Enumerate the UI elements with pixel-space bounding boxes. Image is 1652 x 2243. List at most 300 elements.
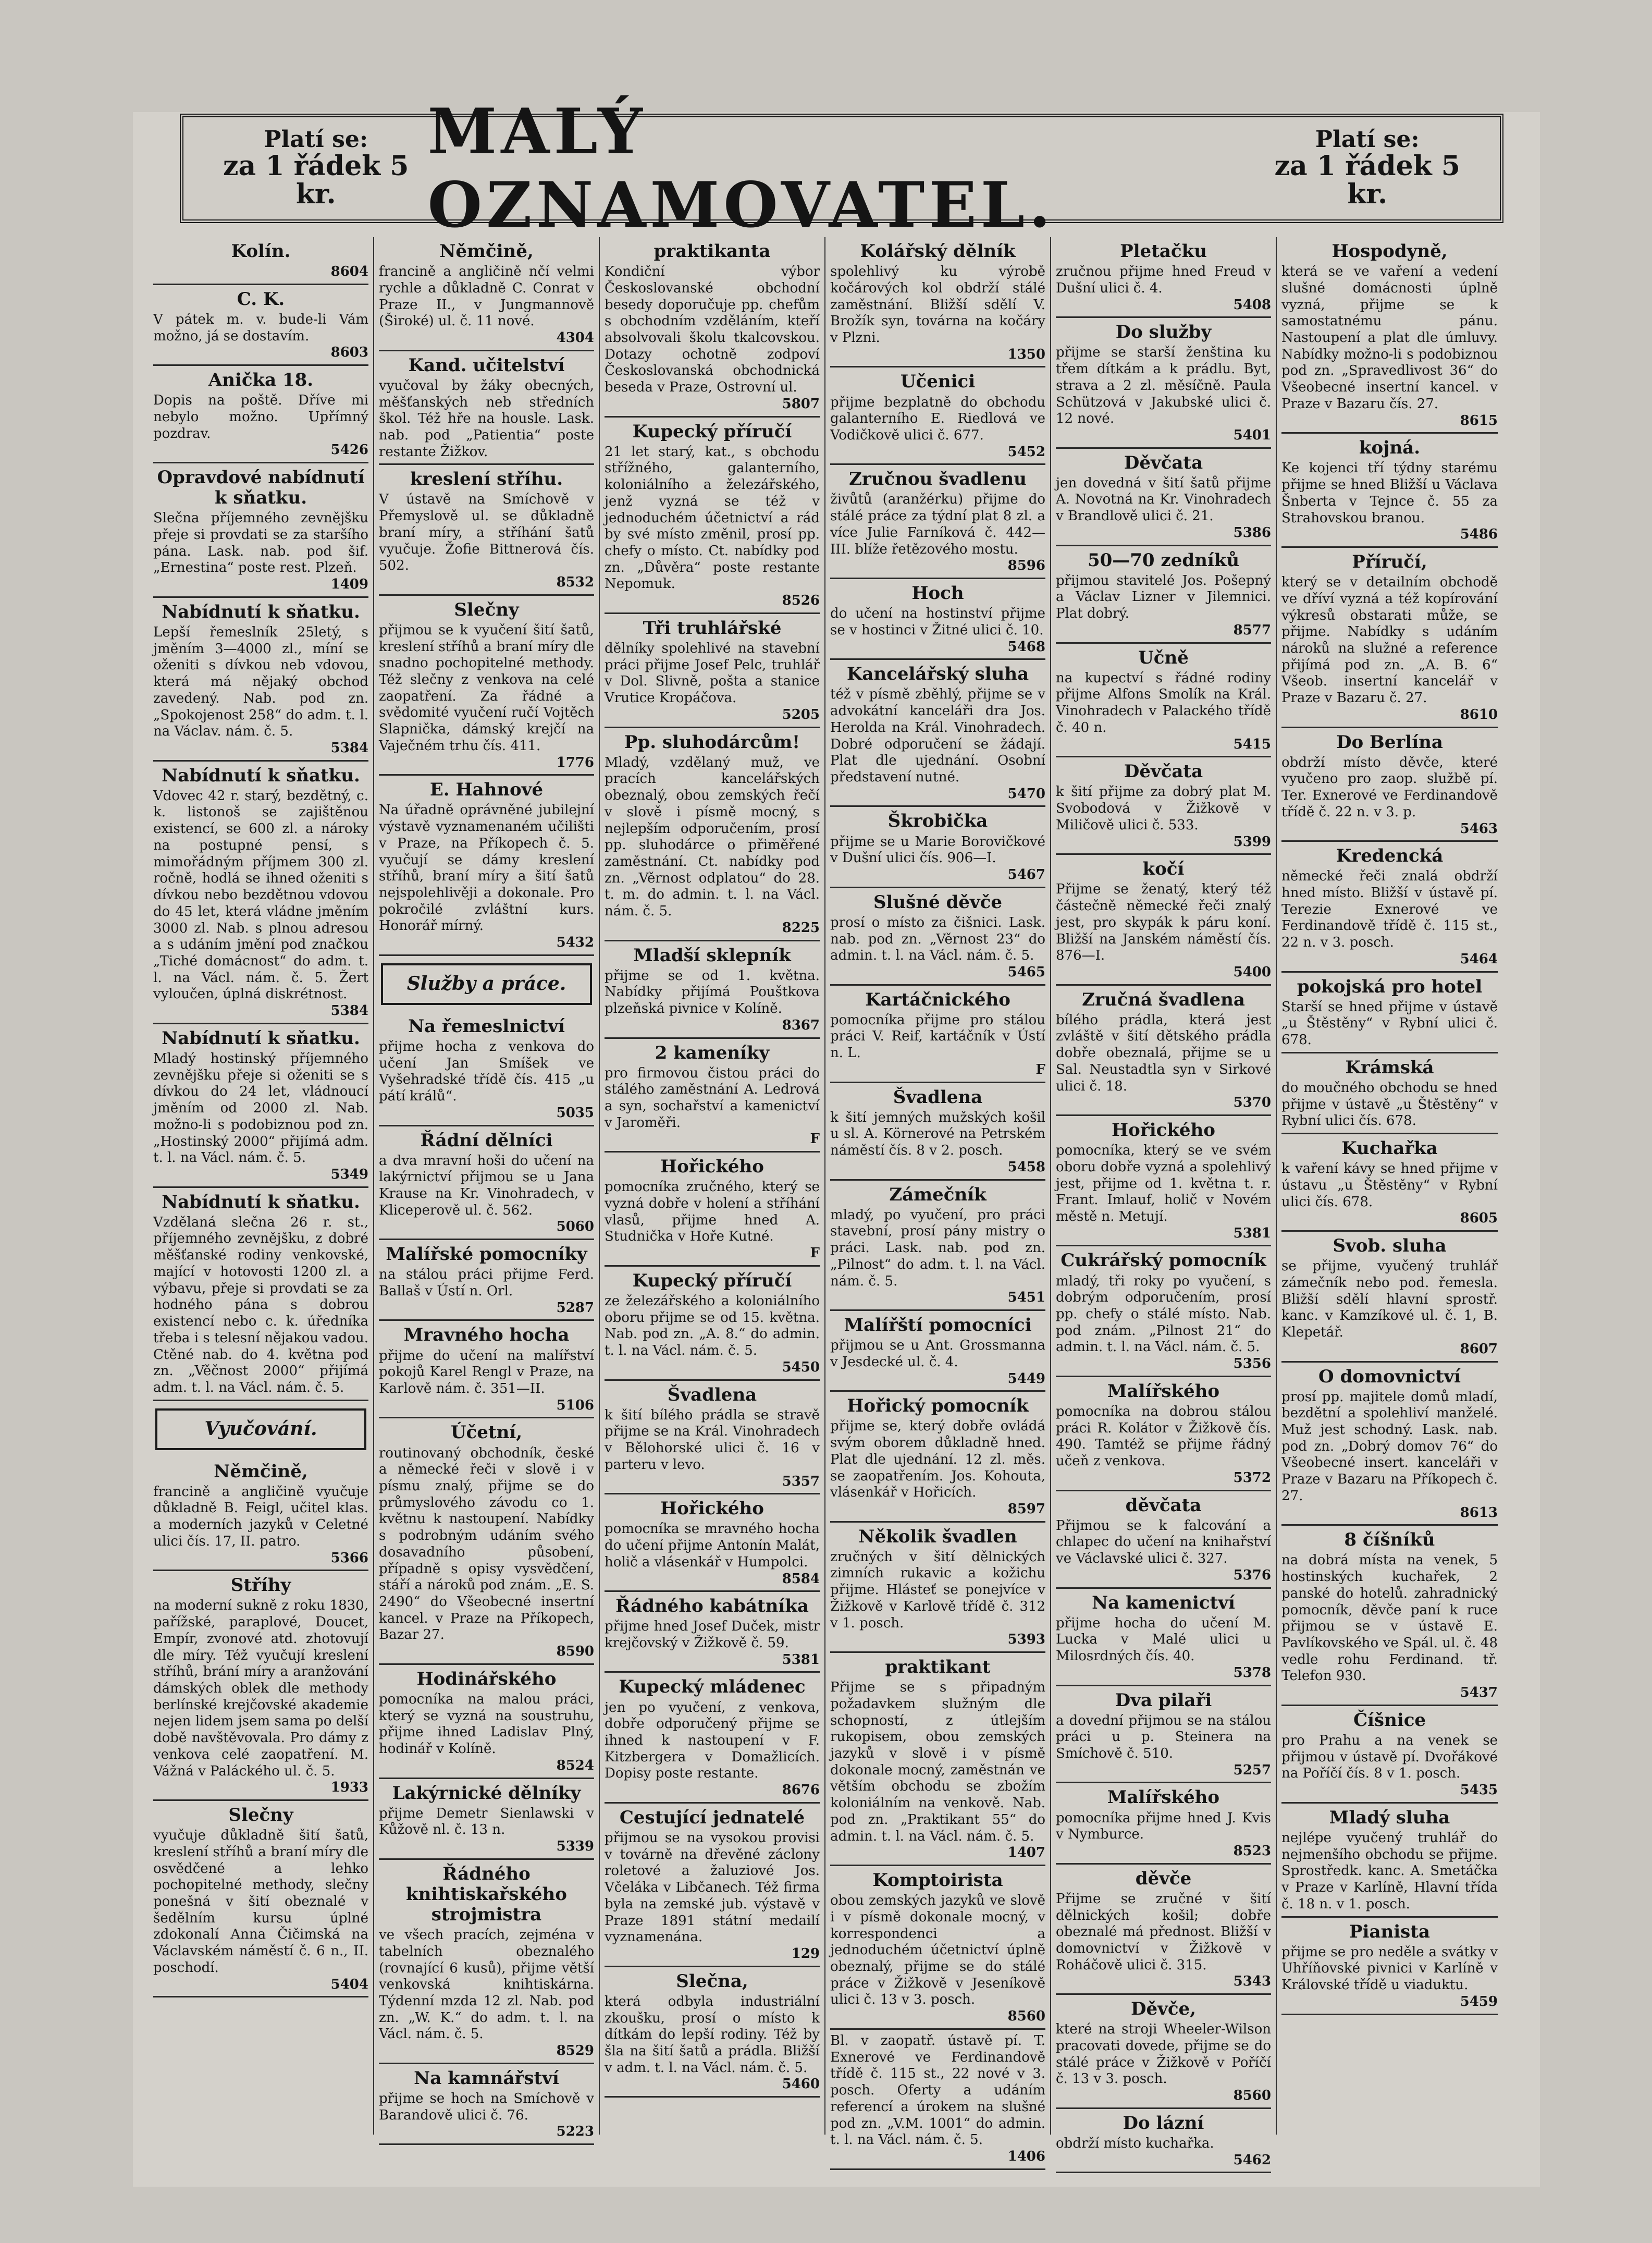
ad-text: k šití jemných mužských košil u sl. A. Körnerové na Petrském náměstí čís. 8 v 2. posch. [830, 1109, 1045, 1159]
ad-text: k vaření kávy se hned přijme v ústavu „u Štěstěny“ v Rybní ulici čís. 678. [1281, 1161, 1498, 1210]
ad-text: přijme se od 1. května. Nabídky přijímá Pouštkova plzeňská pivnice v Kolíně. [605, 967, 820, 1017]
ad-heading: C. K. [237, 288, 285, 310]
ad-text: pomocníka přijme pro stálou práci V. Reif, kartáčník v Ústí n. L. [830, 1012, 1045, 1061]
ad-code: 8584 [782, 1571, 820, 1587]
ad-heading: Děvče, [1130, 1999, 1197, 2020]
classified-ad [153, 1457, 368, 1572]
ad-text: které na stroji Wheeler-Wilson pracovati dovede, přijme se do stálé práce v Žižkově v Poříčí č. 13 v 3. posch. [1056, 2021, 1271, 2087]
ad-text: do moučného obchodu se hned přijme v ústavě „u Štěstěny“ v Rybní ulici čís. 678. [1281, 1080, 1498, 1129]
right-price-line1: Platí se: [1315, 126, 1420, 153]
ads-columns [149, 237, 1503, 2168]
classified-ad [153, 237, 368, 285]
ad-code: 8590 [556, 1644, 594, 1660]
ad-text: k šití přijme za dobrý plat M. Svobodová v Žižkově v Miličově ulici č. 533. [1056, 784, 1271, 833]
ad-text: prosí pp. majitele domů mladí, bezdětní a spolehliví manželé. Muž jest schodný. Lask. nab. pod zn. „Dobrý domov 76“ do Všeobecné insert. kanceláři v Praze v Bazaru na Příkopech č. 27. [1281, 1389, 1498, 1504]
classified-ad [1056, 237, 1271, 318]
ad-code: 4304 [556, 329, 594, 346]
ad-code: 5366 [330, 1550, 368, 1566]
right-price-line2: za 1 řádek 5 kr. [1274, 150, 1460, 211]
classified-ad [379, 1860, 594, 2064]
ad-code: 8225 [782, 920, 820, 936]
ad-heading: Příručí, [1352, 551, 1427, 572]
left-price-note [204, 128, 428, 209]
ad-code: 5386 [1233, 524, 1271, 541]
ad-text: francině a angličině nčí velmi rychle a důkladně C. Conrat v Praze II., v Jungmannově (Široké) ul. č. 11 nové. [379, 264, 594, 329]
ad-code: 8367 [782, 1017, 820, 1033]
ad-text: jen po vyučení, z venkova, dobře odporučený přijme se ihned k nastoupení v F. Kitzbergera v Domažlicích. Dopisy poste restante. [605, 1699, 820, 1782]
classified-ad [153, 285, 368, 366]
ad-code: 5415 [1233, 736, 1271, 752]
classified-ad [830, 888, 1045, 986]
ad-heading: Učně [1138, 647, 1189, 668]
ad-code: 8526 [782, 593, 820, 609]
ad-text: přijme do učení na malířství pokojů Karel Rengl v Praze, na Karlově nám. č. 351—II. [379, 1347, 594, 1396]
ad-text: vyučuje důkladně šití šatů, kreslení stříhů a braní míry dle osvědčené a lehko pochopitelné methody, slečny ponešná v šití obeznalé v šedělním kursu úplné zdokonalí Anna Čičimská na Václavském náměstí č. 6 n., II. poschodí. [153, 1828, 368, 1976]
ad-code: 5381 [1233, 1225, 1271, 1241]
ad-heading: Švadlena [667, 1384, 757, 1405]
ad-heading: Dva pilaři [1115, 1689, 1212, 1711]
classified-ad [379, 237, 594, 351]
ad-heading: Hořického [660, 1498, 764, 1519]
ad-heading: Děvčata [1124, 761, 1203, 782]
ad-code: 5449 [1007, 1370, 1045, 1387]
ad-heading: Zručnou švadlenu [849, 469, 1027, 490]
ad-heading: Stříhy [230, 1575, 291, 1596]
ad-heading: Řádného knihtiskařského strojmistra [406, 1863, 567, 1925]
ad-heading: Kolářský dělník [860, 241, 1016, 262]
ad-code: 5400 [1233, 964, 1271, 980]
ad-text: Starší se hned přijme v ústavě „u Štěstěny“ v Rybní ulici č. 678. [1281, 999, 1498, 1048]
ad-text: ve všech pracích, zejména v tabelních obeznalého (rovnající 6 kusů), přijme větší venkovská knihtiskárna. Týdenní mzda 12 zl. Nab. pod zn. „W. K.“ do adm. t. l. na Václ. nám. č. 5. [379, 1927, 594, 2042]
ad-heading: Cukrářský pomocník [1061, 1250, 1266, 1271]
ad-text: obdrží místo děvče, které vyučeno pro zaop. službě pí. Ter. Exnerové ve Ferdinandově třídě č. 22 n. v 3. p. [1281, 754, 1498, 820]
ad-heading: Kredencká [1336, 845, 1444, 867]
ad-text: V ústavě na Smíchově v Přemyslově ul. se důkladně braní míry, a stříhání šatů vyučuje. Žofie Bittnerová čís. 502. [379, 492, 594, 574]
ad-heading: Tři truhlářské [643, 617, 782, 639]
ad-text: na dobrá místa na venek, 5 hostinských kuchařek, 2 panské do hotelů. zahradnický pomocník, děvče paní k ruce přijmou se v ústavě E. Pavlíkovského ve Spál. ul. č. 48 vedle rohu Ferdinand. tř. Telefon 930. [1281, 1552, 1498, 1684]
ad-heading: Kolín. [231, 241, 291, 262]
ad-heading: Kand. učitelství [408, 354, 565, 376]
ad-code: 8610 [1460, 706, 1498, 722]
ad-heading: 2 kameníky [655, 1042, 770, 1063]
classified-ad [1281, 1706, 1498, 1804]
ad-text: Mladý hostinský příjemného zevnějšku přeje si oženiti se s dívkou do 24 let, vládnoucí jměním od 2000 zl. Nab. možno-li s podobiznou pod zn. „Hostinský 2000“ přijímá adm. t. l. na Václ. nám. č. 5. [153, 1050, 368, 1166]
ad-code: 5349 [330, 1166, 368, 1182]
classified-ad [605, 728, 820, 941]
ad-heading: Zručná švadlena [1082, 989, 1245, 1010]
classified-ad [830, 807, 1045, 888]
section-heading: Vyučování. [155, 1408, 366, 1450]
ad-heading: Slečny [228, 1804, 293, 1825]
ad-heading: E. Hahnové [429, 779, 544, 801]
ad-heading: Na kamenictví [1092, 1592, 1235, 1613]
ad-heading: Němčině, [439, 241, 534, 262]
ad-code: 1406 [1007, 2148, 1045, 2164]
ad-heading: Číšnice [1353, 1709, 1426, 1731]
ad-text: Vzdělaná slečna 26 r. st., příjemného zevnějšku, z dobré měšťanské rodiny venkovské, mající v hotovosti 1200 zl. a výbavu, přeje si provdati se za hodného pána s dobrou existencí nebo c. k. úředníka třeba i s telesní nějakou vadou. Ctěné nab. do 4. května pod zn. „Věčnost 2000“ přijímá adm. t. l. na Václ. nám. č. 5. [153, 1214, 368, 1395]
ad-text: 21 let starý, kat., s obchodu střížného, galanterního, koloniálního a železářského, jenž vyzná se též v jednoduchém účetnictví a rád by své místo změnil, prosí pp. chefy o místo. Ct. nabídky pod zn. „Důvěra“ poste restante Nepomuk. [605, 444, 820, 592]
ad-heading: Slušné děvče [873, 891, 1002, 913]
ad-code: 5465 [1007, 964, 1045, 980]
classified-ad [1281, 842, 1498, 972]
ad-code: 8607 [1460, 1341, 1498, 1357]
ad-heading: Řádní dělníci [420, 1130, 553, 1151]
ad-code: 5807 [782, 396, 820, 412]
ad-code: 5462 [1233, 2152, 1271, 2168]
ad-code: 5468 [1007, 639, 1045, 655]
ad-heading: Kupecký příručí [632, 1270, 792, 1291]
classified-ad [830, 579, 1045, 660]
ad-heading: Účetní, [450, 1422, 523, 1443]
ad-text: do učení na hostinství přijme se v hostinci v Žitné ulici č. 10. [830, 606, 1045, 638]
ad-text: vyučoval by žáky obecných, měšťanských neb středních škol. Též hře na housle. Lask. nab. pod „Patientia“ poste restante Žižkov. [379, 377, 594, 460]
classified-ad [830, 1311, 1045, 1392]
ad-heading: Mladý sluha [1329, 1807, 1450, 1828]
ad-heading: Komptoirista [872, 1870, 1003, 1891]
ad-code: 5223 [556, 2124, 594, 2140]
ad-text: pro Prahu a na venek se přijmou v ústavě pí. Dvořákové na Poříčí čís. 8 v 1. posch. [1281, 1733, 1498, 1782]
ad-heading: kočí [1142, 859, 1185, 880]
ad-code: 5452 [1007, 444, 1045, 460]
ad-text: přijme hned Josef Duček, mistr krejčovský v Žižkově č. 59. [605, 1619, 820, 1651]
ad-text: která se ve vaření a vedení slušné domácnosti úplně vyzná, přijme se k samostatnému pánu. Nastoupení a plat dle úmluvy. Nabídky možno-li s podobiznou pod zn. „Spravedlivost 36“ do Všeobecné insertní kancel. v Praze v Bazaru čís. 27. [1281, 264, 1498, 412]
ad-text: přijme Demetr Sienlawski v Kůžově nl. č. 13 n. [379, 1805, 594, 1838]
ad-text: přijme hocha do učení M. Lucka v Malé ulici u Milosrdných čís. 40. [1056, 1615, 1271, 1664]
ad-code: 5426 [330, 442, 368, 458]
ad-code: 5378 [1233, 1664, 1271, 1681]
ad-text: Přijme se s připadným požadavkem služným dle schopností, z útlejším rukopisem, obou zemských jazyků v slově i v písmě dokonale mocný, zaměstnán ve větším obchodu se zbožím koloniálním na venkově. Nab. pod zn. „Praktikant 55“ do admin. t. l. na Václ. nám. č. 5. [830, 1680, 1045, 1844]
ad-text: Bl. v zaopatř. ústavě pí. T. Exnerové ve Ferdinandově třídě č. 115 st., 22 nové v 3. posch. Oferty a udáním referencí a úrokem na slušné pod zn. „V.M. 1001“ do admin. t. l. na Václ. nám. č. 5. [830, 2032, 1045, 2148]
ad-text: Přijme se ženatý, který též částečně německé řeči znalý jest, pro skypák k páru koní. Bližší na Janském náměstí čís. 876—I. [1056, 881, 1271, 964]
ad-heading: Kupecký mládenec [619, 1676, 806, 1698]
ad-heading: Zámečník [889, 1184, 987, 1205]
classified-ad [830, 1392, 1045, 1522]
ad-heading: Mravného hocha [403, 1325, 570, 1346]
ad-text: bílého prádla, která jest zvláště v šití dětského prádla dobře obeznalá, přijme se u Sal. Neustadtla syn v Sirkové ulici č. 18. [1056, 1012, 1271, 1094]
ad-heading: Němčině, [214, 1461, 308, 1482]
ad-text: přijme se starší ženština ku třem dítkám a k prádlu. Byt, strava a 2 zl. měsíčně. Paula Schützová v Jakubské ulici č. 12 nové. [1056, 345, 1271, 427]
classified-ad [605, 1673, 820, 1803]
ad-code: 5370 [1233, 1095, 1271, 1111]
ad-text: zručnou přijme hned Freud v Dušní ulici č. 4. [1056, 264, 1271, 296]
ad-code: 5376 [1233, 1567, 1271, 1583]
classified-ad [1056, 757, 1271, 855]
classified-ad [1056, 1995, 1271, 2109]
classified-ad [830, 986, 1045, 1083]
ad-text: Kondiční výbor Českoslovanské obchodní besedy doporučuje pp. chefům s obchodním vzděláním, kteří absolvovali školu tkalcovskou. Dotazy ochotně zodpoví Českoslovanská obchodnická beseda v Praze, Ostrovní ul. [605, 264, 820, 396]
ad-code: 5401 [1233, 427, 1271, 443]
ad-heading: Pianista [1349, 1921, 1431, 1942]
ad-heading: kreslení stříhu. [410, 469, 563, 490]
ad-text: která odbyla industriální zkoušku, prosí o místo k dítkám do lepší rodiny. Též by šla na šití šatů a prádla. Bližší v adm. t. l. na Václ. nám. č. 5. [605, 1993, 820, 2076]
ad-code: 5381 [782, 1651, 820, 1668]
classified-ad [1056, 1589, 1271, 1686]
classified-ad [1056, 449, 1271, 546]
classified-ad [1056, 1865, 1271, 1995]
ad-code: 8529 [556, 2043, 594, 2059]
classified-ad [1281, 548, 1498, 728]
ad-text: přijme se u Marie Borovičkové v Dušní ulici čís. 906—I. [830, 834, 1045, 866]
classified-ad [1281, 1526, 1498, 1706]
classified-ad [605, 1267, 820, 1381]
ad-code: 5435 [1460, 1782, 1498, 1798]
ad-text: Přijme se zručné v šití dělnických košil; dobře obeznalé má přednost. Bližší v domovnictví v Žižkově v Roháčově ulici č. 315. [1056, 1891, 1271, 1973]
ad-code: 8560 [1007, 2008, 1045, 2025]
classified-ad [830, 1083, 1045, 1181]
ad-column [149, 237, 374, 2135]
ad-text: přijmou se k vyučení šití šatů, kreslení stříhů a braní míry dle snadno pochopitelné methody. Též slečny z venkova na celé zaopatření. Za řádné a svědomité vyučení ručí Vojtěch Slapnička, dámský krejčí na Vaječném trhu čís. 411. [379, 622, 594, 754]
ad-heading: 50—70 zedníků [1087, 549, 1240, 571]
ad-text: Na úřadně oprávněné jubilejní výstavě vyznamenaném učilišti v Praze, na Příkopech č. 5. vyučují se dámy kreslení stříhů, braní míry a šití šatů nejspolehlivěji a dokonale. Pro pokročilé zvláštní kurs. Honorář mírný. [379, 802, 594, 934]
classified-ad [153, 598, 368, 762]
ad-heading: Pp. sluhodárcům! [624, 731, 800, 753]
classified-ad [153, 1801, 368, 1997]
ad-heading: Hořického [1112, 1120, 1215, 1141]
ad-text: pomocníka, který se ve svém oboru dobře vyzná a spolehlivý jest, přijme od 1. května t. r. Frant. Imlauf, holič v Novém městě n. Metují. [1056, 1143, 1271, 1225]
ad-column [1051, 237, 1277, 2168]
ad-text: pomocníka zručného, který se vyzná dobře v holení a stříhání vlasů, přijme hned A. Studnička v Hoře Kutné. [605, 1179, 820, 1245]
ad-text: pomocníka na dobrou stálou práci R. Kolátor v Žižkově čís. 490. Tamtéž se přijme řádný učeň z venkova. [1056, 1403, 1271, 1469]
ad-heading: děvče [1135, 1868, 1192, 1889]
classified-ad [830, 660, 1045, 807]
left-price-line2: za 1 řádek 5 kr. [223, 150, 409, 211]
classified-ad [153, 1024, 368, 1188]
ad-heading: Děvčata [1124, 452, 1203, 473]
classified-ad [1281, 1804, 1498, 1918]
ad-code: 1350 [1007, 346, 1045, 362]
ad-heading: Hořického [660, 1156, 764, 1178]
ad-text: ze železářského a koloniálního oboru přijme se od 15. května. Nab. pod zn. „A. 8.“ do admin. t. l. na Václ. nám. č. 5. [605, 1293, 820, 1359]
ad-heading: Malířští pomocníci [844, 1315, 1032, 1335]
ad-text: jen dovedná v šití šatů přijme A. Novotná na Kr. Vinohradech v Brandlově ulici č. 21. [1056, 475, 1271, 524]
ad-heading: 8 číšníků [1344, 1529, 1435, 1551]
ad-heading: Do lázní [1123, 2112, 1204, 2134]
ad-code: 5035 [556, 1105, 594, 1121]
classified-ad [605, 1039, 820, 1153]
ad-text: též v písmě zběhlý, přijme se v advokátní kanceláři dra Jos. Herolda na Král. Vinohradech. Dobré odporučení se žádají. Plat dle ujednání. Osobní představení nutné. [830, 687, 1045, 785]
ad-column [374, 237, 600, 2140]
ad-heading: Učenici [900, 371, 976, 393]
classified-ad [605, 1494, 820, 1592]
classified-ad [153, 1188, 368, 1401]
ad-text: na kupectví s řádné rodiny přijme Alfons Smolík na Král. Vinohradech v Palackého třídě č. 40 n. [1056, 670, 1271, 736]
classified-ad [605, 941, 820, 1039]
ad-text: Ke kojenci tří týdny starému přijme se hned Bližší u Václava Šnberta v Tejnce č. 55 za Strahovskou branou. [1281, 460, 1498, 526]
ad-heading: Kancelářský sluha [846, 664, 1029, 685]
classified-ad [379, 351, 594, 465]
classified-ad [1281, 1134, 1498, 1232]
classified-ad [830, 1181, 1045, 1311]
classified-ad [1281, 237, 1498, 434]
ad-heading: Škrobička [887, 811, 988, 832]
ad-code: 5287 [556, 1300, 594, 1316]
ad-text: živůtů (aranžérku) přijme do stálé práce za týdní plat 8 zl. a více Julie Farníková č. 442—III. blíže řetězového mostu. [830, 492, 1045, 557]
classified-ad [1056, 644, 1271, 758]
ad-text: francině a angličině vyučuje důkladně B. Feigl, učitel klas. a moderních jazyků v Celetné ulici čís. 17, II. patro. [153, 1484, 368, 1549]
right-price-note [1255, 128, 1479, 209]
ad-code: 5437 [1460, 1685, 1498, 1701]
classified-ad [1056, 2109, 1271, 2174]
ad-code: 5408 [1233, 297, 1271, 313]
ad-heading: Řádného kabátníka [615, 1596, 809, 1617]
classified-ad [1281, 973, 1498, 1053]
classified-ad [1056, 986, 1271, 1116]
ad-code: 8597 [1007, 1501, 1045, 1517]
ad-heading: Lakýrnické dělníky [392, 1782, 581, 1804]
ad-text: k šití bílého prádla se stravě přijme se na Král. Vinohradech v Bělohorské ulici č. 16 v parteru v levo. [605, 1407, 820, 1473]
ad-heading: Na řemeslnictví [408, 1015, 565, 1037]
ad-heading: praktikant [885, 1657, 991, 1678]
ad-heading: Opravdové nabídnutí k sňatku. [157, 467, 365, 509]
ad-code: F [810, 1245, 820, 1261]
ad-code: 5393 [1007, 1632, 1045, 1648]
ad-code: 5356 [1233, 1356, 1271, 1372]
ad-column [825, 237, 1051, 2164]
ad-heading: Malířského [1107, 1380, 1220, 1402]
classified-ad [153, 1571, 368, 1801]
ad-code: 5459 [1460, 1993, 1498, 2009]
classified-ad [1056, 546, 1271, 644]
section-heading: Služby a práce. [381, 963, 592, 1005]
ad-heading: Kartáčnického [865, 989, 1010, 1010]
ad-code: 5486 [1460, 526, 1498, 543]
classified-ad [379, 1012, 594, 1126]
ad-code: 8560 [1233, 2088, 1271, 2104]
ad-code: 8676 [782, 1782, 820, 1798]
ad-text: se přijme, vyučený truhlář zámečník nebo pod. řemesla. Bližší sdělí hlavní sprostř. kanc. v Kamzíkové ul. č. 1, B. Klepetář. [1281, 1258, 1498, 1341]
classified-ad [830, 367, 1045, 465]
classified-ad [605, 1804, 820, 1967]
ad-heading: Nabídnutí k sňatku. [162, 1027, 360, 1049]
ad-text: obou zemských jazyků ve slově i v písmě dokonale mocný, v korrespondenci a jednoduchém účetnictví úplně obeznalý, přijme se do stálé práce v Žižkově v Jeseníkově ulici č. 13 v 3. posch. [830, 1893, 1045, 2008]
ad-text: obdrží místo kuchařka. [1056, 2135, 1214, 2151]
ad-text: pomocníka se mravného hocha do učení přijme Antonín Malát, holič a vlásenkář v Humpolci. [605, 1521, 820, 1570]
ad-heading: Slečny [454, 599, 519, 620]
classified-ad [379, 596, 594, 776]
ad-code: 5205 [782, 706, 820, 722]
ad-code: 5372 [1233, 1469, 1271, 1486]
ad-heading: Do Berlína [1336, 731, 1443, 753]
classified-ad [830, 465, 1045, 579]
ad-code: 5464 [1460, 951, 1498, 967]
masthead [180, 95, 1503, 242]
ad-code: 8605 [1460, 1210, 1498, 1227]
ad-heading: O domovnictví [1318, 1366, 1461, 1387]
ad-code: 8577 [1233, 622, 1271, 638]
ad-heading: Anička 18. [208, 370, 314, 391]
classified-ad [605, 1967, 820, 2098]
ad-text: který se v detailním obchodě ve dříví vyzná a též kopírování výkresů obstarati může, se přijme. Nabídky s udáním nároků na služné a reference přijímá pod zn. „A. B. 6“ Všeob. insertní kancelář v Praze v Bazaru č. 27. [1281, 574, 1498, 706]
ad-text: Vdovec 42 r. starý, bezdětný, c. k. listonoš se zajištěnou existencí, se 600 zl. a nároky na postupné pensí, s mimořádným příjmem 300 zl. ročně, hodlá se ihned oženiti s dívkou nebo bezdětnou vdovou do 45 let, která vládne jměním 3000 zl. Nab. s plnou adresou a s udáním jmění pod značkou „Tiché domácnost“ do adm. t. l. na Václ. nám. č. 5. Žert vyloučen, úplná diskrétnost. [153, 788, 368, 1002]
ad-code: 8613 [1460, 1504, 1498, 1521]
ad-heading: Švadlena [893, 1086, 983, 1108]
ad-text: pomocníka na malou práci, který se vyzná na soustruhu, přijme ihned Ladislav Plný, hodinář v Kolíně. [379, 1691, 594, 1757]
ad-heading: Hodinářského [416, 1668, 557, 1689]
ad-text: nejlépe vyučený truhlář do nejmenšího obchodu se přijme. Sprostředk. kanc. A. Smetáčka v Praze v Karlíně, Hlavní třída č. 18 n. v 1. posch. [1281, 1830, 1498, 1912]
ad-text: přijme se hoch na Smíchově v Barandově ulici č. 76. [379, 2090, 594, 2123]
ad-text: a dva mravní hoši do učení na lakýrnictví přijmou se u Jana Krause na Kr. Vinohradech, v Kliceperově ul. č. 562. [379, 1153, 594, 1218]
ad-column [600, 237, 825, 2135]
ad-code: 5060 [556, 1219, 594, 1235]
ad-code: 5450 [782, 1359, 820, 1375]
ad-code: 5432 [556, 935, 594, 951]
classified-ad [1056, 1246, 1271, 1377]
ad-text: prosí o místo za čišnici. Lask. nab. pod zn. „Věrnost 23“ do admin. t. l. na Václ. nám. č. 5. [830, 914, 1045, 964]
page-title: MALÝ OZNAMOVATEL. [427, 95, 1055, 242]
ad-heading: Hořický pomocník [847, 1395, 1029, 1417]
ad-heading: kojná. [1359, 437, 1421, 459]
classified-ad [379, 1126, 594, 1241]
ad-heading: Kupecký příručí [632, 421, 792, 442]
ad-heading: praktikanta [654, 241, 771, 262]
classified-ad [1281, 1053, 1498, 1134]
ad-text: na stálou práci přijme Ferd. Ballaš v Ústí n. Orl. [379, 1267, 594, 1299]
ad-code: 8523 [1233, 1843, 1271, 1859]
ad-heading: Hospodyně, [1332, 241, 1448, 262]
classified-ad [830, 237, 1045, 367]
ad-text: německé řeči znalá obdrží hned místo. Bližší v ústavě pí. Terezie Exnerové ve Ferdinandově třídě č. 115 st., 22 n. v 3. posch. [1281, 868, 1498, 951]
ad-text: mladý, tři roky po vyučení, s dobrým odporučením, prosí pp. chefy o stálé místo. Nab. pod znám. „Pilnost 21“ do admin. t. l. na Václ. nám. č. 5. [1056, 1273, 1271, 1355]
classified-ad [153, 366, 368, 463]
ad-code: 1933 [330, 1780, 368, 1796]
ad-text: přijmou se na vysokou provisi v továrně na dřevěné záclony roletové a žaluziové Jos. Včeláka v Libčanech. Též firma byla na zemské jub. výstavě v Praze 1891 státní medailí vyznamenána. [605, 1830, 820, 1945]
ad-code: 5106 [556, 1397, 594, 1413]
ad-heading: Svob. sluha [1333, 1235, 1447, 1257]
ad-code: 129 [791, 1946, 820, 1962]
ad-text: pro firmovou čistou práci do stálého zaměstnání A. Ledrová a syn, sochařství a kamenictví v Jaroměři. [605, 1065, 820, 1131]
ad-code: 5467 [1007, 866, 1045, 883]
classified-ad [1281, 434, 1498, 548]
classified-ad [153, 762, 368, 1024]
ad-text: a dovední přijmou se na stálou práci u p. Steinera na Smíchově č. 510. [1056, 1712, 1271, 1762]
ad-heading: Krámská [1345, 1057, 1434, 1078]
classified-ad [605, 237, 820, 418]
ad-text: pomocníka přijme hned J. Kvis v Nymburce. [1056, 1810, 1271, 1843]
ad-text: dělníky spolehlivé na stavební práci přijme Josef Pelc, truhlář v Dol. Slivně, pošta a stanice Vrutice Kropáčova. [605, 640, 820, 706]
ad-heading: Nabídnutí k sňatku. [162, 601, 360, 622]
ad-heading: Nabídnutí k sňatku. [162, 1191, 360, 1212]
classified-ad [830, 1523, 1045, 1653]
ad-text: spolehlivý ku výrobě kočárových kol obdrží stálé zaměstnání. Bližší sdělí V. Brožík syn, továrna na kočáry v Plzni. [830, 264, 1045, 346]
ad-text: zručných v šití dělnických zimních rukavic a kožichu přijme. Hlásteť se ponejvíce v Žižkově v Karlově třídě č. 312 v 1. posch. [830, 1549, 1045, 1631]
ad-text: Lepší řemeslník 25letý, s jměním 3—4000 zl., míní se oženiti s dívkou neb vdovou, která má nějaký obchod zavedený. Nab. pod zn. „Spokojenost 258“ do adm. t. l. na Václav. nám. č. 5. [153, 624, 368, 740]
classified-ad [605, 614, 820, 728]
ad-code: 8615 [1460, 412, 1498, 428]
ad-code: 1407 [1007, 1845, 1045, 1861]
classified-ad [1056, 318, 1271, 448]
ad-heading: Slečna, [676, 1970, 748, 1992]
classified-ad [1056, 1377, 1271, 1491]
ad-heading: Hoch [911, 583, 964, 604]
ad-text: přijme hocha z venkova do učení Jan Smíšek ve Vyšehradské třídě čís. 415 „u pátí králů“. [379, 1038, 594, 1105]
classified-ad [379, 1665, 594, 1779]
ad-text: routinovaný obchodník, české a německé řeči v slově i v písmu znalý, přijme se do průmyslového závodu co 1. květnu k nastoupení. Nabídky s podrobným udáním svého dosavadního působení, případně s opisy vysvědčení, stáří a nároků pod znám. „E. S. 2490“ do Všeobecné insertní kancel. v Praze na Příkopech, Bazar 27. [379, 1445, 594, 1643]
ad-code: 8604 [330, 264, 368, 280]
ad-heading: Na kamnářství [414, 2067, 559, 2089]
ad-heading: Malířského [1107, 1787, 1220, 1808]
classified-ad [605, 1592, 820, 1673]
ad-text: Mladý, vzdělaný muž, ve pracích kancelářských obeznalý, obou zemských řečí v slově i písmě mocný, s nejlepším odporučením, prosí pp. sluhodárce o přiměřené zaměstnání. Ct. nabídky pod zn. „Věrnost odplatou“ do 28. t. m. do admin. t. l. na Václ. nám. č. 5. [605, 754, 820, 920]
classified-ad [1056, 1783, 1271, 1864]
classified-ad [1056, 1491, 1271, 1589]
ad-code: 5384 [330, 740, 368, 756]
classified-ad [379, 1240, 594, 1321]
left-price-line1: Platí se: [264, 126, 368, 153]
ad-text: přijmou se u Ant. Grossmanna v Jesdecké ul. č. 4. [830, 1338, 1045, 1370]
ad-text: mladý, po vyučení, pro práci stavební, prosí pány mistry o práci. Lask. nab. pod zn. „Pilnost“ do adm. t. l. na Václ. nám. č. 5. [830, 1207, 1045, 1289]
ad-code: 1409 [330, 577, 368, 593]
classified-ad [1056, 1116, 1271, 1246]
